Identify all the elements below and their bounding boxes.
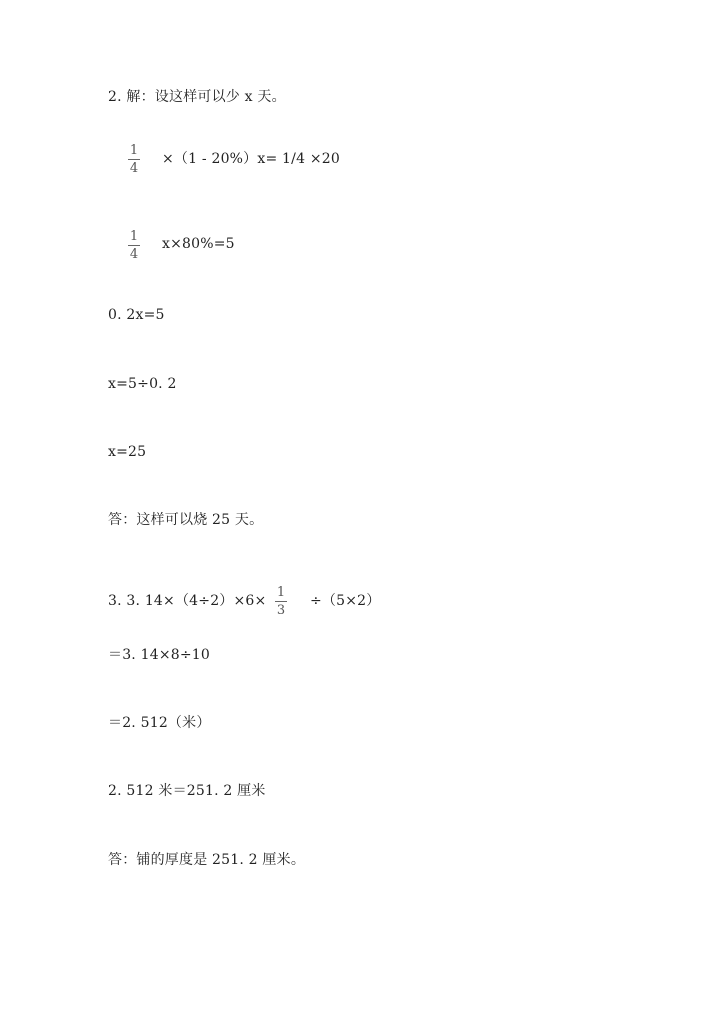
fraction-bar <box>128 245 140 246</box>
problem2-heading: 2. 解：设这样可以少 x 天。 <box>108 89 286 105</box>
problem3-equation-1-right: ÷（5×2） <box>310 593 381 609</box>
fraction-denominator: 4 <box>129 161 139 176</box>
fraction-numerator: 1 <box>129 143 139 158</box>
problem2-equation-3: 0. 2x=5 <box>108 307 165 323</box>
fraction-bar <box>275 601 287 602</box>
problem2-equation-2: x×80%=5 <box>162 236 235 252</box>
problem3-answer: 答：铺的厚度是 251. 2 厘米。 <box>108 852 306 868</box>
fraction-numerator: 1 <box>276 585 286 600</box>
problem3-equation-1-left: 3. 3. 14×（4÷2）×6× <box>108 593 267 609</box>
fraction-denominator: 3 <box>276 603 286 618</box>
fraction-one-quarter <box>128 144 140 176</box>
fraction-one-quarter <box>128 230 140 262</box>
problem2-equation-5: x=25 <box>108 444 147 460</box>
fraction-one-third <box>275 586 287 618</box>
problem3-equation-3: ＝2. 512（米） <box>108 715 211 731</box>
problem2-equation-1: ×（1 - 20%）x= 1/4 ×20 <box>162 151 340 167</box>
fraction-denominator: 4 <box>129 247 139 262</box>
fraction-bar <box>128 159 140 160</box>
fraction-numerator: 1 <box>129 229 139 244</box>
problem2-answer: 答：这样可以烧 25 天。 <box>108 512 264 528</box>
problem2-equation-4: x=5÷0. 2 <box>108 376 177 392</box>
problem3-equation-4: 2. 512 米＝251. 2 厘米 <box>108 783 266 799</box>
problem3-equation-2: ＝3. 14×8÷10 <box>108 647 211 663</box>
